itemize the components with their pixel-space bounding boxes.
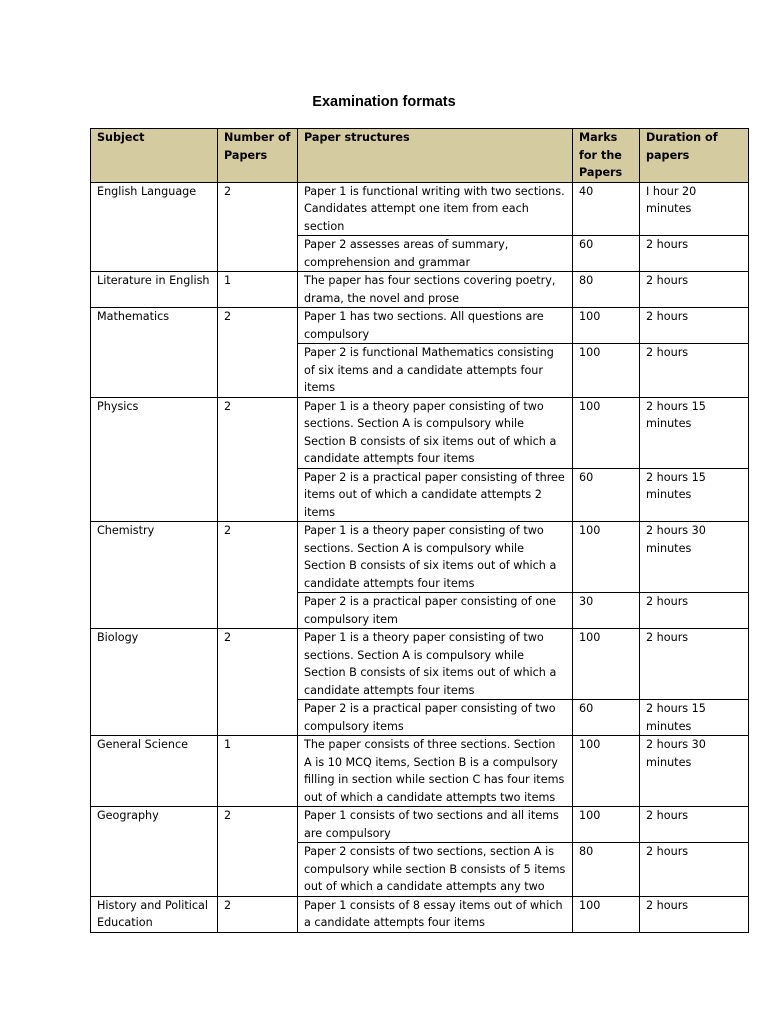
number-of-papers-cell: 2 xyxy=(218,896,298,932)
table-body xyxy=(91,182,749,932)
number-of-papers-cell: 1 xyxy=(218,272,298,308)
marks-cell: 80 xyxy=(573,843,640,897)
number-of-papers-cell: 1 xyxy=(218,736,298,807)
marks-cell: 100 xyxy=(573,807,640,843)
marks-cell: 40 xyxy=(573,182,640,236)
paper-structure-cell: Paper 2 is functional Mathematics consisting of six items and a candidate attempts four items xyxy=(298,344,573,398)
number-of-papers-cell: 2 xyxy=(218,397,298,522)
paper-structure-cell: Paper 1 consists of two sections and all items are compulsory xyxy=(298,807,573,843)
marks-cell: 100 xyxy=(573,308,640,344)
number-of-papers-cell: 2 xyxy=(218,308,298,398)
paper-structure-cell: The paper has four sections covering poetry, drama, the novel and prose xyxy=(298,272,573,308)
duration-cell: 2 hours 30 minutes xyxy=(640,736,749,807)
paper-structure-cell: The paper consists of three sections. Section A is 10 MCQ items, Section B is a compulsory filling in section while section C has four items out of which a candidate attempts two items xyxy=(298,736,573,807)
duration-cell: 2 hours xyxy=(640,629,749,700)
table-row xyxy=(91,807,749,843)
subject-cell: History and Political Education xyxy=(91,896,218,932)
page-title: Examination formats xyxy=(312,94,456,110)
marks-cell: 100 xyxy=(573,397,640,468)
duration-cell: 2 hours xyxy=(640,593,749,629)
marks-cell: 60 xyxy=(573,700,640,736)
marks-cell: 100 xyxy=(573,896,640,932)
number-of-papers-cell: 2 xyxy=(218,522,298,629)
duration-cell: 2 hours xyxy=(640,807,749,843)
paper-structure-cell: Paper 1 is functional writing with two sections. Candidates attempt one item from each section xyxy=(298,182,573,236)
paper-structure-cell: Paper 1 is a theory paper consisting of two sections. Section A is compulsory while Section B consists of six items out of which a candidate attempts four items xyxy=(298,629,573,700)
duration-cell: 2 hours xyxy=(640,344,749,398)
header-number-of-papers: Number of Papers xyxy=(218,129,298,183)
subject-cell: English Language xyxy=(91,182,218,272)
marks-cell: 80 xyxy=(573,272,640,308)
subject-cell: Literature in English xyxy=(91,272,218,308)
duration-cell: 2 hours 30 minutes xyxy=(640,522,749,593)
paper-structure-cell: Paper 1 has two sections. All questions are compulsory xyxy=(298,308,573,344)
paper-structure-cell: Paper 1 is a theory paper consisting of two sections. Section A is compulsory while Section B consists of six items out of which a candidate attempts four items xyxy=(298,522,573,593)
table-row xyxy=(91,522,749,593)
paper-structure-cell: Paper 2 assesses areas of summary, comprehension and grammar xyxy=(298,236,573,272)
paper-structure-cell: Paper 1 consists of 8 essay items out of which a candidate attempts four items xyxy=(298,896,573,932)
table-row xyxy=(91,272,749,308)
number-of-papers-cell: 2 xyxy=(218,629,298,736)
subject-cell: Mathematics xyxy=(91,308,218,398)
marks-cell: 30 xyxy=(573,593,640,629)
table-row xyxy=(91,629,749,700)
header-duration: Duration of papers xyxy=(640,129,749,183)
subject-cell: Chemistry xyxy=(91,522,218,629)
table-row xyxy=(91,182,749,236)
marks-cell: 60 xyxy=(573,236,640,272)
subject-cell: Geography xyxy=(91,807,218,897)
marks-cell: 100 xyxy=(573,736,640,807)
paper-structure-cell: Paper 2 is a practical paper consisting of three items out of which a candidate attempts 2 items xyxy=(298,468,573,522)
number-of-papers-cell: 2 xyxy=(218,807,298,897)
table-row xyxy=(91,736,749,807)
paper-structure-cell: Paper 1 is a theory paper consisting of two sections. Section A is compulsory while Section B consists of six items out of which a candidate attempts four items xyxy=(298,397,573,468)
header-subject: Subject xyxy=(91,129,218,183)
paper-structure-cell: Paper 2 is a practical paper consisting of one compulsory item xyxy=(298,593,573,629)
subject-cell: Physics xyxy=(91,397,218,522)
duration-cell: 2 hours xyxy=(640,896,749,932)
duration-cell: 2 hours 15 minutes xyxy=(640,468,749,522)
table-row xyxy=(91,397,749,468)
table-header-row xyxy=(91,129,749,183)
subject-cell: Biology xyxy=(91,629,218,736)
duration-cell: 2 hours xyxy=(640,308,749,344)
paper-structure-cell: Paper 2 is a practical paper consisting of two compulsory items xyxy=(298,700,573,736)
duration-cell: 2 hours xyxy=(640,236,749,272)
duration-cell: I hour 20 minutes xyxy=(640,182,749,236)
header-marks: Marks for the Papers xyxy=(573,129,640,183)
table-row xyxy=(91,308,749,344)
duration-cell: 2 hours 15 minutes xyxy=(640,397,749,468)
duration-cell: 2 hours xyxy=(640,843,749,897)
marks-cell: 60 xyxy=(573,468,640,522)
paper-structure-cell: Paper 2 consists of two sections, section A is compulsory while section B consists of 5 items out of which a candidate attempts any two xyxy=(298,843,573,897)
table-row xyxy=(91,896,749,932)
subject-cell: General Science xyxy=(91,736,218,807)
examination-formats-table xyxy=(90,128,749,933)
duration-cell: 2 hours xyxy=(640,272,749,308)
duration-cell: 2 hours 15 minutes xyxy=(640,700,749,736)
number-of-papers-cell: 2 xyxy=(218,182,298,272)
marks-cell: 100 xyxy=(573,522,640,593)
header-paper-structures: Paper structures xyxy=(298,129,573,183)
marks-cell: 100 xyxy=(573,344,640,398)
marks-cell: 100 xyxy=(573,629,640,700)
